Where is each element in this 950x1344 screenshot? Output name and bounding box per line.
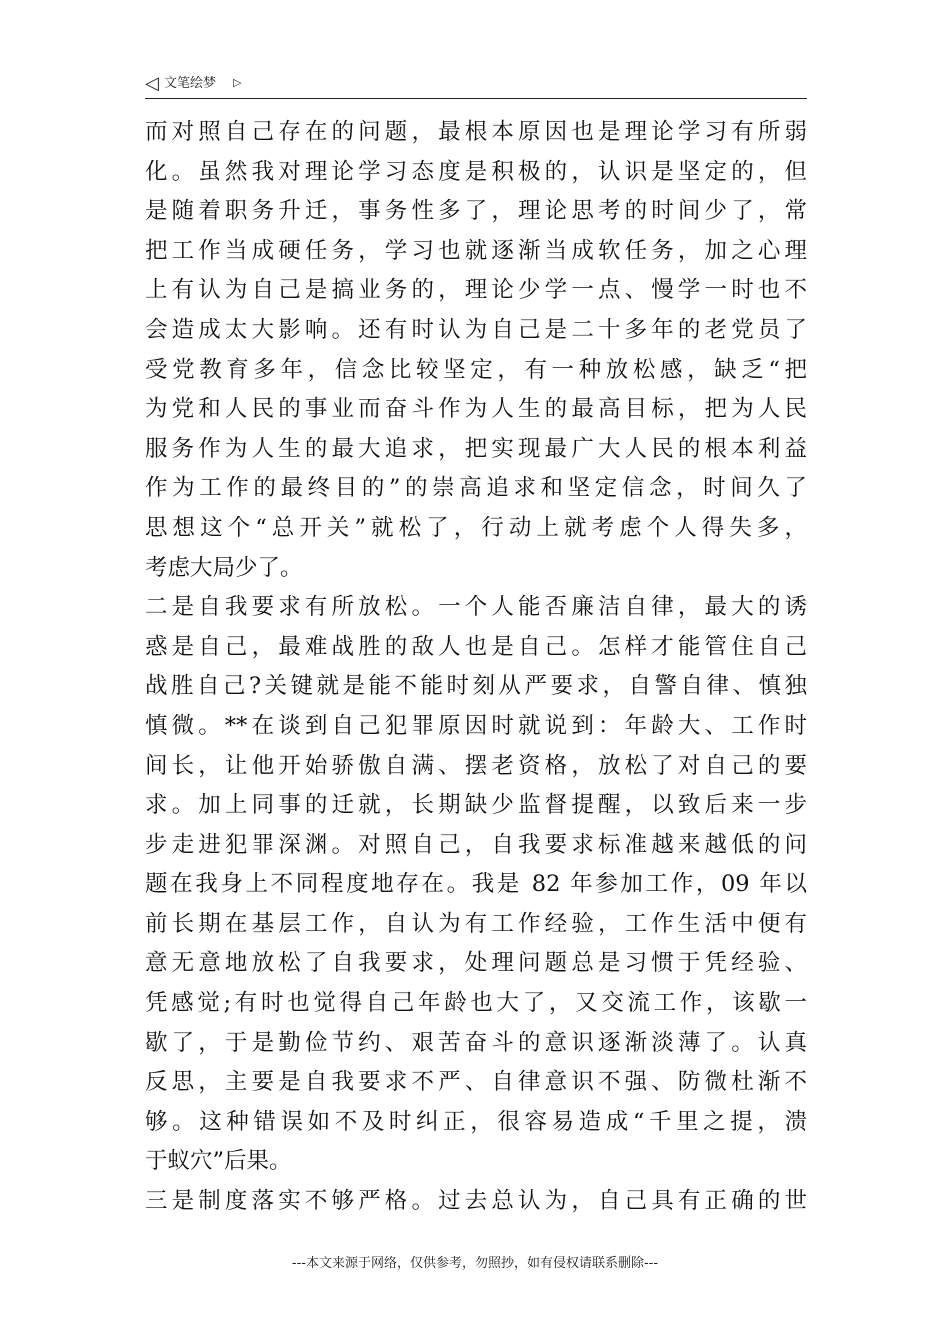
text-line: 于蚁穴”后果。 (145, 1148, 292, 1175)
text-line: 意无意地放松了自我要求，处理问题总是习惯于凭经验、 (145, 950, 807, 977)
text-line: 歇了，于是勤俭节约、艰苦奋斗的意识逐渐淡薄了。认真 (145, 1029, 807, 1056)
text-line: 服务作为人生的最大追求，把实现最广大人民的根本利益 (145, 435, 807, 462)
text-line: 战胜自己?关键就是能不能时刻从严要求，自警自律、慎独 (145, 673, 807, 700)
text-line: 够。这种错误如不及时纠正，很容易造成“千里之提，溃 (145, 1108, 807, 1135)
text-line: 反思，主要是自我要求不严、自律意识不强、防微杜渐不 (145, 1069, 807, 1096)
header-title: 文笔绘梦 (164, 76, 217, 91)
text-line: 慎微。**在谈到自己犯罪原因时就说到：年龄大、工作时 (145, 712, 807, 739)
text-line: 化。虽然我对理论学习态度是积极的，认识是坚定的，但 (145, 158, 807, 185)
text-line: 受党教育多年，信念比较坚定，有一种放松感，缺乏“把 (145, 356, 807, 383)
text-line: 三是制度落实不够严格。过去总认为，自己具有正确的世 (145, 1188, 807, 1215)
text-line: 惑是自己，最难战胜的敌人也是自己。怎样才能管住自己 (145, 633, 807, 660)
text-line: 而对照自己存在的问题，最根本原因也是理论学习有所弱 (145, 119, 807, 145)
text-line: 上有认为自己是搞业务的，理论少学一点、慢学一时也不 (145, 277, 807, 304)
text-line: 是随着职务升迁，事务性多了，理论思考的时间少了，常 (145, 198, 807, 225)
text-line: 间长，让他开始骄傲自满、摆老资格，放松了对自己的要 (145, 752, 807, 779)
text-line: 为党和人民的事业而奋斗作为人生的最高目标，把为人民 (145, 396, 807, 423)
text-line: 凭感觉;有时也觉得自己年龄也大了，又交流工作，该歇一 (145, 990, 807, 1017)
text-line: 二是自我要求有所放松。一个人能否廉洁自律，最大的诱 (145, 594, 807, 621)
text-line: 题在我身上不同程度地存在。我是 82 年参加工作，09 年以 (145, 871, 807, 898)
text-line: 作为工作的最终目的”的崇高追求和坚定信念，时间久了 (145, 475, 807, 502)
right-triangle-icon: ▷ (233, 76, 242, 89)
text-line: 考虑大局少了。 (145, 554, 303, 581)
text-line: 步走进犯罪深渊。对照自己，自我要求标准越来越低的问 (145, 831, 807, 858)
page-footer: ---本文来源于网络，仅供参考，勿照抄，如有侵权请联系删除--- (291, 1256, 659, 1271)
left-triangle-icon: ◁ (145, 73, 159, 94)
text-line: 思想这个“总开关”就松了，行动上就考虑个人得失多， (145, 514, 807, 541)
text-line: 把工作当成硬任务，学习也就逐渐当成软任务，加之心理 (145, 237, 807, 264)
document-body (145, 113, 807, 1222)
text-line: 求。加上同事的迁就，长期缺少监督提醒，以致后来一步 (145, 792, 807, 819)
text-line: 前长期在基层工作，自认为有工作经验，工作生活中便有 (145, 910, 807, 937)
text-line: 会造成太大影响。还有时认为自己是二十多年的老党员了 (145, 316, 807, 343)
page-header (145, 74, 807, 99)
